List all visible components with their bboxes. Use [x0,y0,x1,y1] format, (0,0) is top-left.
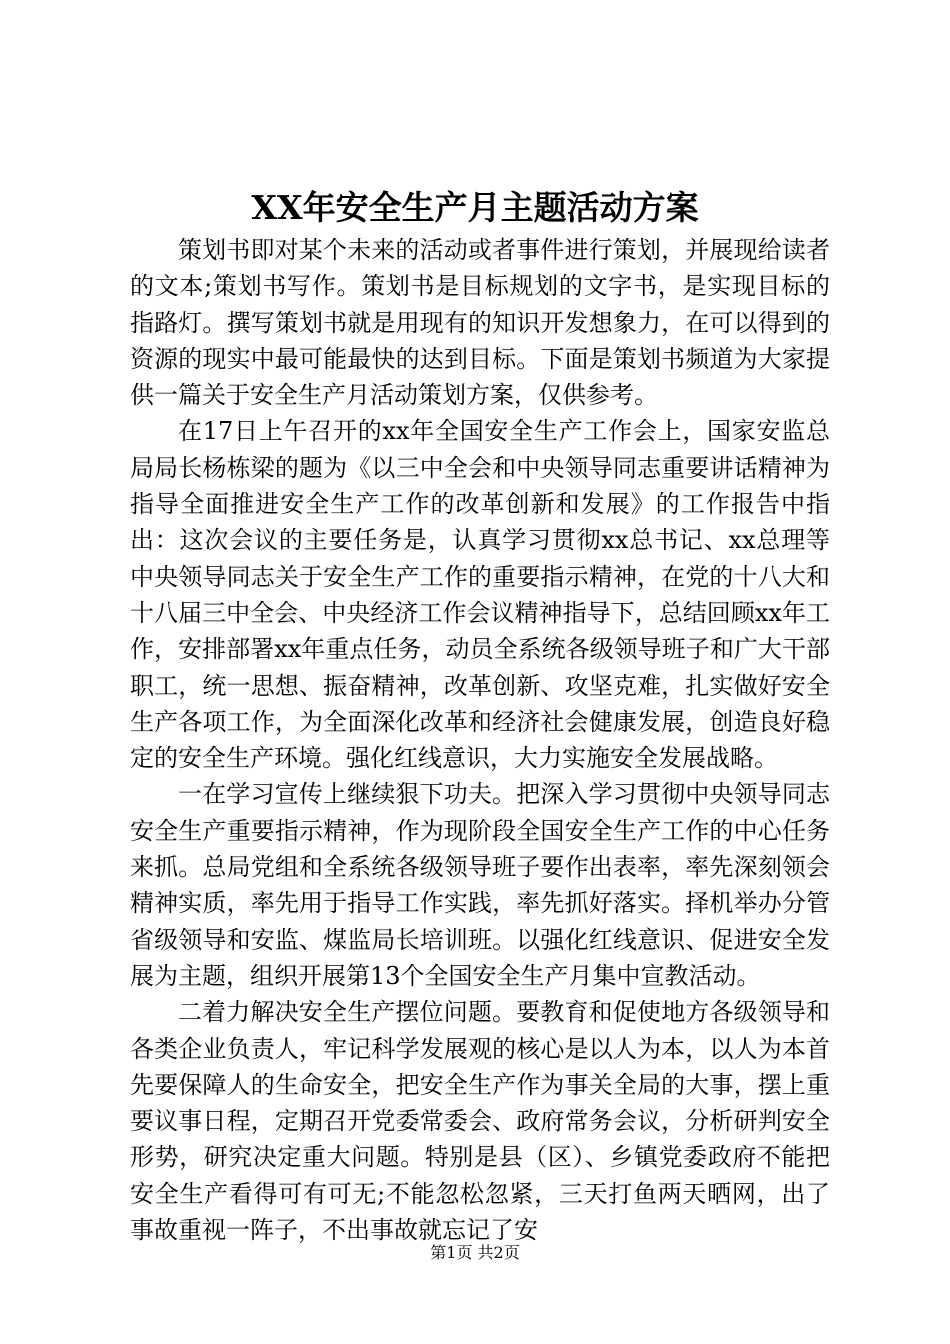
document-body [130,232,830,1248]
paragraph-point-one: 一在学习宣传上继续狠下功夫。把深入学习贯彻中央领导同志安全生产重要指示精神，作为现阶段全国安全生产工作的中心任务来抓。总局党组和全系统各级领导班子要作出表率，率先深刻领会精神实质，率先用于指导工作实践，率先抓好落实。择机举办分管省级领导和安监、煤监局长培训班。以强化红线意识、促进安全发展为主题，组织开展第13个全国安全生产月集中宣教活动。 [130,780,830,990]
paragraph-intro: 策划书即对某个未来的活动或者事件进行策划，并展现给读者的文本;策划书写作。策划书是目标规划的文字书，是实现目标的指路灯。撰写策划书就是用现有的知识开发想象力，在可以得到的资源的现实中最可能最快的达到目标。下面是策划书频道为大家提供一篇关于安全生产月活动策划方案，仅供参考。 [130,236,830,410]
page-footer: 第1页 共2页 [430,1243,520,1262]
paragraph-meeting: 在17日上午召开的xx年全国安全生产工作会上，国家安监总局局长杨栋梁的题为《以三中全会和中央领导同志重要讲话精神为指导全面推进安全生产工作的改革创新和发展》的工作报告中指出：这次会议的主要任务是，认真学习贯彻xx总书记、xx总理等中央领导同志关于安全生产工作的重要指示精神，在党的十八大和十八届三中全会、中央经济工作会议精神指导下，总结回顾xx年工作，安排部署xx年重点任务，动员全系统各级领导班子和广大干部职工，统一思想、振奋精神，改革创新、攻坚克难，扎实做好安全生产各项工作，为全面深化改革和经济社会健康发展，创造良好稳定的安全生产环境。强化红线意识，大力实施安全发展战略。 [130,417,830,773]
document-title: XX年安全生产月主题活动方案 [251,188,699,227]
paragraph-point-two: 二着力解决安全生产摆位问题。要教育和促使地方各级领导和各类企业负责人，牢记科学发展观的核心是以人为本，以人为本首先要保障人的生命安全，把安全生产作为事关全局的大事，摆上重要议事日程，定期召开党委常委会、政府常务会议，分析研判安全形势，研究决定重大问题。特别是县（区）、乡镇党委政府不能把安全生产看得可有可无;不能忽松忽紧，三天打鱼两天晒网，出了事故重视一阵子，不出事故就忘记了安 [130,998,830,1245]
